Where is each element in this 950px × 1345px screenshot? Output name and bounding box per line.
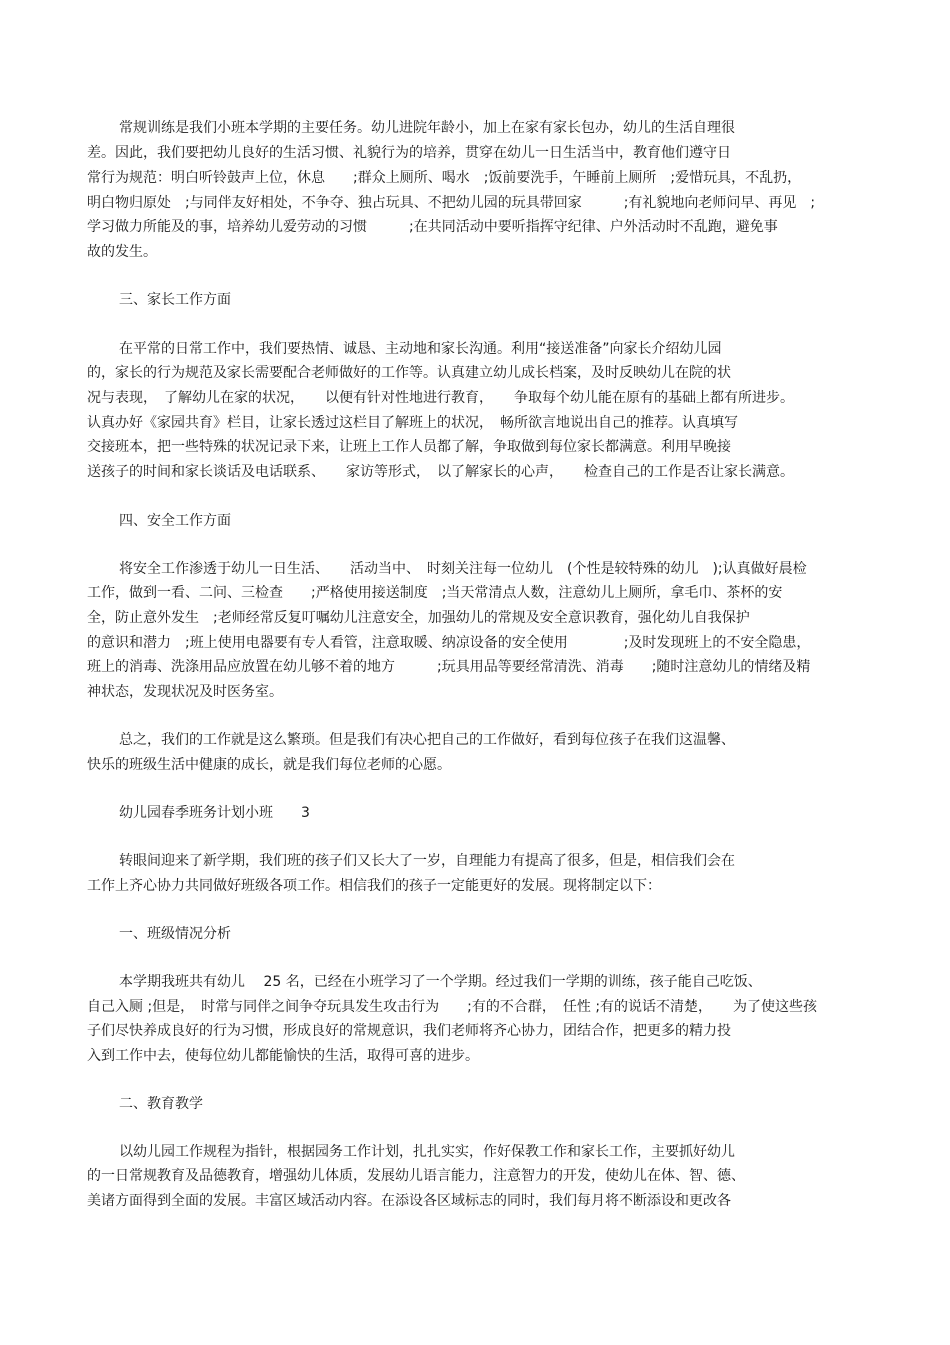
text-line: 的一日常规教育及品德教育，增强幼儿体质，发展幼儿语言能力，注意智力的开发，使幼儿在体、智、德、 <box>87 1168 745 1184</box>
text-line: 在平常的日常工作中，我们要热情、诚恳、主动地和家长沟通。利用“接送准备”向家长介绍幼儿园 <box>119 341 722 357</box>
text-line: 全，防止意外发生 ;老师经常反复叮嘱幼儿注意安全，加强幼儿的常规及安全意识教育，强化幼儿自我保护 <box>87 610 750 626</box>
text-line: 学习做力所能及的事，培养幼儿爱劳动的习惯 ;在共同活动中要听指挥守纪律、户外活动时不乱跑，避免事 <box>87 219 778 235</box>
text-line: 班上的消毒、洗涤用品应放置在幼儿够不着的地方 ;玩具用品等要经常清洗、消毒 ;随时注意幼儿的情绪及精 <box>87 659 811 675</box>
text-line: 交接班本，把一些特殊的状况记录下来，让班上工作人员都了解，争取做到每位家长都满意。利用早晚接 <box>87 439 731 455</box>
text-line: 故的发生。 <box>87 244 157 260</box>
text-line: 常行为规范：明白听铃鼓声上位，休息 ;群众上厕所、喝水 ;饭前要洗手，午睡前上厕所 ;爱惜玩具，不乱扔， <box>87 170 802 186</box>
text-line: 明白物归原处 ;与同伴友好相处，不争夺、独占玩具、不把幼儿园的玩具带回家 ;有礼貌地向老师问早、再见 ; <box>87 195 816 211</box>
text-line: 将安全工作渗透于幼儿一日生活、 活动当中、 时刻关注每一位幼儿 (个性是较特殊的幼儿 );认真做好晨检 <box>119 561 807 577</box>
section-heading: 三、家长工作方面 <box>119 292 231 308</box>
text-line: 入到工作中去，使每位幼儿都能愉快的生活，取得可喜的进步。 <box>87 1048 479 1064</box>
section-heading: 二、教育教学 <box>119 1096 203 1112</box>
text-line: 快乐的班级生活中健康的成长，就是我们每位老师的心愿。 <box>87 757 451 773</box>
text-line: 送孩子的时间和家长谈话及电话联系、 家访等形式， 以了解家长的心声， 检查自己的工作是否让家长满意。 <box>87 464 794 480</box>
text-line: 常规训练是我们小班本学期的主要任务。幼儿进院年龄小，加上在家有家长包办，幼儿的生活自理很 <box>119 120 735 136</box>
text-line: 差。因此，我们要把幼儿良好的生活习惯、礼貌行为的培养，贯穿在幼儿一日生活当中，教育他们遵守日 <box>87 145 731 161</box>
text-line: 自己入厕 ;但是， 时常与同伴之间争夺玩具发生攻击行为 ;有的不合群， 任性 ;有的说话不清楚， 为了使这些孩 <box>87 999 818 1015</box>
text-line: 认真办好《家园共育》栏目，让家长透过这栏目了解班上的状况， 畅所欲言地说出自己的推荐。认真填写 <box>87 415 738 431</box>
text-line: 子们尽快养成良好的行为习惯，形成良好的常规意识，我们老师将齐心协力，团结合作，把更多的精力投 <box>87 1023 731 1039</box>
text-line: 况与表现， 了解幼儿在家的状况， 以便有针对性地进行教育， 争取每个幼儿能在原有的基础上都有所进步。 <box>87 390 794 406</box>
text-line: 以幼儿园工作规程为指针，根据园务工作计划，扎扎实实，作好保教工作和家长工作，主要抓好幼儿 <box>119 1144 735 1160</box>
text-line: 美诸方面得到全面的发展。丰富区域活动内容。在添设各区域标志的同时，我们每月将不断添设和更改各 <box>87 1193 731 1209</box>
text-line: 本学期我班共有幼儿 25 名，已经在小班学习了一个学期。经过我们一学期的训练，孩子能自己吃饭、 <box>119 974 762 990</box>
text-line: 的意识和潜力 ;班上使用电器要有专人看管，注意取暖、纳凉设备的安全使用 ;及时发现班上的不安全隐患， <box>87 635 811 651</box>
text-line: 工作，做到一看、二问、三检查 ;严格使用接送制度 ;当天常清点人数，注意幼儿上厕所，拿毛巾、茶杯的安 <box>87 585 783 601</box>
text-line: 工作上齐心协力共同做好班级各项工作。相信我们的孩子一定能更好的发展。现将制定以下： <box>87 878 661 894</box>
section-heading: 四、安全工作方面 <box>119 513 231 529</box>
section-heading: 一、班级情况分析 <box>119 926 231 942</box>
text-line: 转眼间迎来了新学期，我们班的孩子们又长大了一岁，自理能力有提高了很多，但是，相信我们会在 <box>119 853 735 869</box>
text-line: 神状态，发现状况及时医务室。 <box>87 684 283 700</box>
section-title: 幼儿园春季班务计划小班 3 <box>119 805 310 821</box>
text-line: 的，家长的行为规范及家长需要配合老师做好的工作等。认真建立幼儿成长档案，及时反映幼儿在院的状 <box>87 365 731 381</box>
text-line: 总之，我们的工作就是这么繁琐。但是我们有决心把自己的工作做好，看到每位孩子在我们这温馨、 <box>119 732 735 748</box>
